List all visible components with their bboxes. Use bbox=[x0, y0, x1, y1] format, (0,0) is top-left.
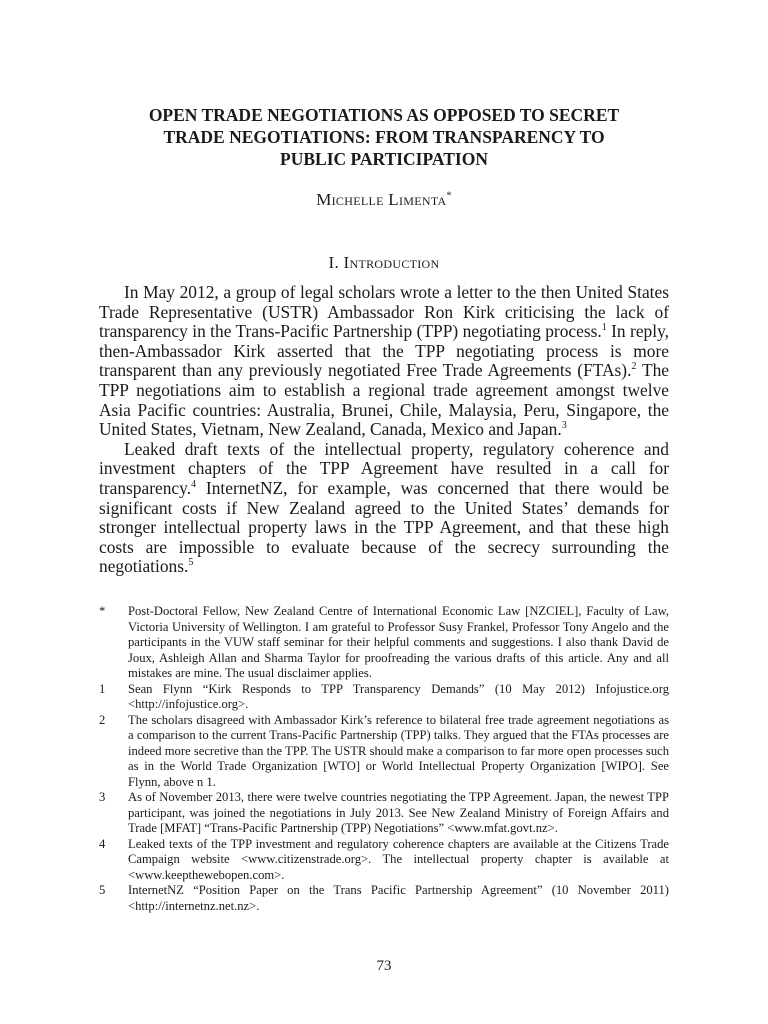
title-line: OPEN TRADE NEGOTIATIONS AS OPPOSED TO SECRET bbox=[148, 105, 620, 125]
footnote bbox=[99, 883, 669, 914]
footnote-text: Sean Flynn “Kirk Responds to TPP Transparency Demands” (10 May 2012) Infojustice.org <http://infojustice.org>. bbox=[128, 681, 669, 711]
footnote-mark: 1 bbox=[99, 681, 106, 696]
footnote bbox=[99, 837, 669, 884]
footnote bbox=[99, 682, 669, 713]
footnote-mark: 2 bbox=[99, 712, 106, 727]
author-footnote-mark: * bbox=[446, 190, 452, 202]
footnote-ref: 2 bbox=[631, 361, 637, 373]
section-heading: I. Introduction bbox=[328, 253, 440, 272]
author-name-text: Michelle Limenta bbox=[316, 190, 447, 209]
title-line: PUBLIC PARTICIPATION bbox=[280, 149, 488, 169]
title-line: TRADE NEGOTIATIONS: FROM TRANSPARENCY TO bbox=[163, 127, 605, 147]
paragraph-2: Leaked draft texts of the intellectual property, regulatory coherence and investment chapters of the TPP Agreement have resulted in a call for transparency.$^4$ InternetNZ, for example, was concerned that there would be significant costs if New Zealand agreed to the United States’ demands for stronger intellectual property laws in the TPP Agreement, and that these high costs are impossible to evaluate because of the secrecy surrounding the negotiations.$^5$ bbox=[99, 438, 669, 577]
author-name bbox=[100, 189, 668, 211]
paragraph-1: In May 2012, a group of legal scholars wrote a letter to the then United States Trade Representative (USTR) Ambassador Ron Kirk criticising the lack of transparency in the Trans-Pacific Partnership (TPP) negotiating process.$^1$ In reply, then-Ambassador Kirk asserted that the TPP negotiating process is more transparent than any previously negotiated Free Trade Agreements (FTAs).$^2$ The TPP negotiations aim to establish a regional trade agreement amongst twelve Asia Pacific countries: Australia, Brunei, Chile, Malaysia, Peru, Singapore, the United States, Vietnam, New Zealand, Canada, Mexico and Japan.$^3$ bbox=[99, 282, 669, 440]
footnote-text: InternetNZ “Position Paper on the Trans Pacific Partnership Agreement” (10 November 2011) <http://internetnz.net.nz>. bbox=[128, 883, 669, 913]
footnote-mark: 5 bbox=[99, 883, 106, 897]
footnote-mark: * bbox=[99, 604, 106, 618]
page-number: 73 bbox=[376, 958, 392, 974]
footnote-ref: 5 bbox=[188, 557, 194, 569]
footnote bbox=[99, 790, 669, 837]
article-title bbox=[100, 104, 668, 170]
footnotes bbox=[99, 604, 669, 914]
footnote-text: As of November 2013, there were twelve countries negotiating the TPP Agreement. Japan, the newest TPP participant, was joined the negotiations in July 2013. See New Zealand Ministry of Foreign Affairs and Trade [MFAT] “Trans-Pacific Partnership (TPP) Negotiations” <www.mfat.govt.nz>. bbox=[128, 790, 669, 835]
footnote-mark: 3 bbox=[99, 790, 106, 804]
footnote-ref: 3 bbox=[561, 420, 567, 432]
footnote-text: The scholars disagreed with Ambassador Kirk’s reference to bilateral free trade agreement negotiations as a comparison to the current Trans-Pacific Partnership (TPP) talks. They argued that the FTAs processes are indeed more secretive than the TPP. The USTR should make a comparison to far more open processes such as in the World Trade Organization [WTO] or World Intellectual Property Organization [WIPO]. See Flynn, above n 1. bbox=[128, 712, 669, 789]
footnote-ref: 1 bbox=[601, 322, 607, 334]
footnote-text: Leaked texts of the TPP investment and regulatory coherence chapters are available at the Citizens Trade Campaign website <www.citizenstrade.org>. The intellectual property chapter is available at <www.keepthewebopen.com>. bbox=[128, 836, 669, 882]
footnote-mark: 4 bbox=[99, 836, 106, 851]
footnote bbox=[99, 713, 669, 791]
body-text bbox=[99, 283, 669, 577]
footnote-ref: 4 bbox=[191, 479, 197, 491]
footnote-text: Post-Doctoral Fellow, New Zealand Centre of International Economic Law [NZCIEL], Faculty of Law, Victoria University of Wellington. I am grateful to Professor Susy Frankel, Professor Tony Angelo and the participants in the VUW staff seminar for their helpful comments and suggestions. I also thank David de Joux, Ashleigh Allan and Sharma Taylor for proofreading the various drafts of this article. Any and all mistakes are mine. The usual disclaimer applies. bbox=[128, 604, 669, 680]
footnote bbox=[99, 604, 669, 682]
